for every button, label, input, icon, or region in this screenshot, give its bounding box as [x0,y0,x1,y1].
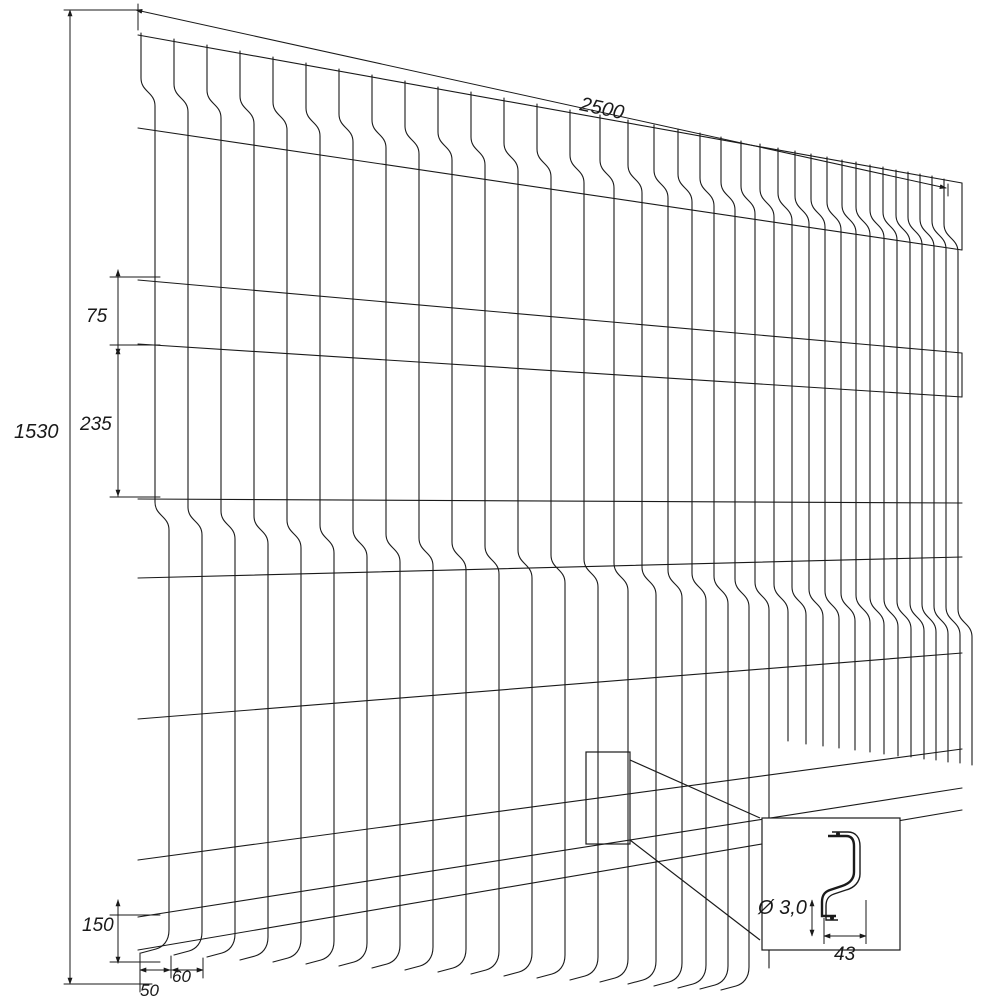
detail-callout [586,752,900,950]
dimension-label-bottom-gap: 150 [82,915,114,936]
dimension-label-pitch-2: 60 [172,967,191,986]
dimension-label-mid-gap: 235 [80,414,112,435]
dimension-label-pitch-1: 50 [140,981,159,1000]
dimension-label-width: 2500 [577,93,627,125]
dimension-label-wire-diameter: Ø 3,0 [758,897,807,919]
dimension-label-height: 1530 [14,421,59,443]
dimension-label-bend: 43 [834,944,856,965]
dimension-label-top-gap: 75 [86,306,108,327]
